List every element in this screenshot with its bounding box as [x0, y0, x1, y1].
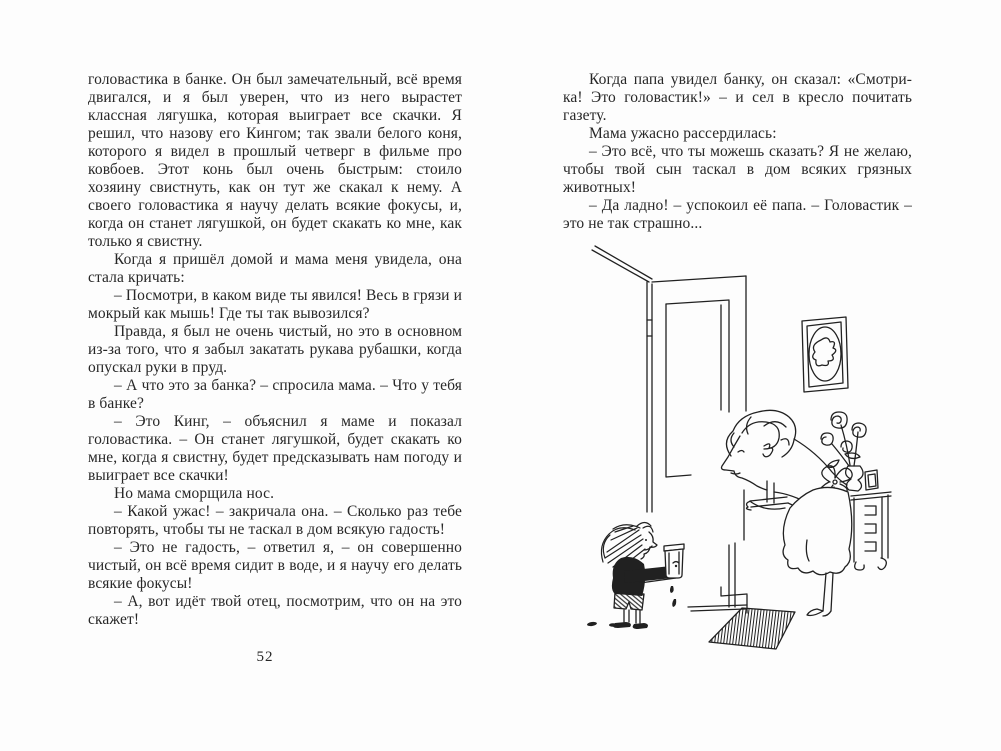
page-number: 52: [256, 649, 274, 665]
boy-legs: [624, 610, 640, 623]
vase-of-roses: [821, 412, 866, 491]
mother-back: [794, 439, 847, 485]
paragraph: – Это не гадость, – ответил я, – он совершенно чистый, он всё время сидит в воде, и я научу его делать всякие фокусы!: [88, 539, 462, 592]
mother-shoe: [807, 609, 823, 616]
rose: [852, 423, 866, 437]
open-door: [647, 282, 652, 512]
portrait-doodle: [813, 338, 836, 366]
photo-frame: [865, 470, 878, 490]
chest-of-drawers: [851, 492, 891, 570]
paragraph: Когда я пришёл домой и мама меня увидела, она стала кричать:: [88, 251, 462, 286]
rose: [831, 412, 847, 428]
paragraph: Когда папа увидел банку, он сказал: «Смотри-ка! Это головастик!» – и сел в кресло почитать газету.: [563, 71, 912, 124]
paragraph: Но мама сморщила нос.: [114, 485, 275, 502]
story-illustration-svg: [545, 240, 985, 660]
boy-shorts: [614, 592, 644, 610]
paragraph: – Да ладно! – успокоил её папа. – Головастик – это не так страшно...: [563, 197, 912, 232]
mother-legs: [807, 573, 833, 616]
doormat: [709, 608, 795, 649]
paragraph: – А что это за банка? – спросила мама. – Что у тебя в банке?: [88, 377, 462, 412]
paragraph: – Посмотри, в каком виде ты явился! Весь в грязи и мокрый как мышь! Где ты так вывозился?: [88, 287, 462, 322]
boy-shoes: [587, 621, 648, 629]
mother-hair: [726, 410, 795, 457]
left-page-text: [88, 71, 462, 629]
wall-corner-line: [592, 246, 652, 282]
paragraph: головастика в банке. Он был замечательный, всё время двигался, и я был уверен, что из него вырастет классная лягушка, которая выиграет все скачки. Я решил, что назову его Кингом; так звали белого коня, которого я видел в прошлый четверг в фильме про ковбоев. Этот конь был очень быстрым: стоило хозяину свистнуть, как он тут же скакал к нему. А своего головастика я научу делать всякие фокусы, и, когда он станет лягушкой, он будет скакать ко мне, как только я свистну.: [88, 71, 462, 250]
boy-figure: [587, 523, 684, 630]
vase: [846, 466, 863, 491]
mother-skirt: [783, 487, 852, 574]
paragraph: – Это всё, что ты можешь сказать? Я не желаю, чтобы твой сын таскал в дом всяких грязных животных!: [563, 143, 912, 196]
story-illustration: [545, 240, 985, 660]
paragraph: – Это Кинг, – объяснил я маме и показал головастика. – Он станет лягушкой, будет скакать ко мне, когда я свистну, будет предсказывать нам погоду и выиграет все скачки!: [88, 413, 462, 484]
mother-mouth: [731, 473, 740, 474]
wall-picture-frame: [802, 317, 848, 392]
boy-eye: [645, 539, 647, 541]
rose: [821, 433, 833, 445]
water-drips: [670, 586, 676, 607]
tadpole-jar: [664, 544, 684, 578]
mother-ear-curl: [763, 444, 773, 457]
mother-face: [722, 436, 768, 490]
right-page-text: [563, 71, 912, 233]
mother-eye: [738, 451, 744, 453]
paragraph: – А, вот идёт твой отец, посмотрим, что он на это скажет!: [88, 593, 462, 628]
paragraph: – Какой ужас! – закричала она. – Сколько раз тебе повторять, чтобы ты не таскал в дом всякую гадость!: [88, 503, 462, 538]
paragraph: Мама ужасно рассердилась:: [589, 125, 777, 142]
paragraph: Правда, я был не очень чистый, но это в основном из-за того, что я забыл закатать рукава рубашки, когда опускал руки в пруд.: [88, 323, 462, 376]
